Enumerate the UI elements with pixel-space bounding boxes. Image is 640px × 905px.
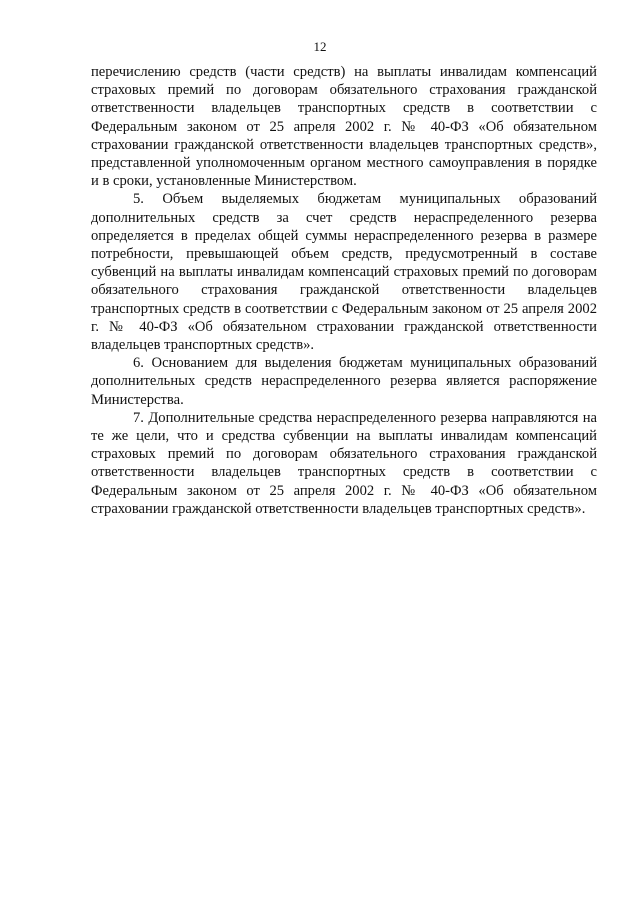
paragraph-5: 5. Объем выделяемых бюджетам муниципальных образований дополнительных средств за счет средств нераспределенного резерва определяется в пределах общей суммы нераспределенного резерва в размере потребности, превышающей объем средств, предусмотренный в составе субвенций на выплаты инвалидам компенсаций страховых премий по договорам обязательного страхования гражданской ответственности владельцев транспортных средств в соответствии с Федеральным законом от 25 апреля 2002 г. № 40-ФЗ «Об обязательном страховании гражданской ответственности владельцев транспортных средств». xyxy=(91,191,597,354)
paragraph-continuation: перечислению средств (части средств) на выплаты инвалидам компенсаций страховых премий по договорам обязательного страхования гражданской ответственности владельцев транспортных средств в соответствии с Федеральным законом от 25 апреля 2002 г. № 40-ФЗ «Об обязательном страховании гражданской ответственности владельцев транспортных средств», представленной уполномоченным органом местного самоуправления в порядке и в сроки, установленные Министерством. xyxy=(91,64,597,190)
paragraph-7: 7. Дополнительные средства нераспределенного резерва направляются на те же цели, что и средства субвенции на выплаты инвалидам компенсаций страховых премий по договорам обязательного страхования гражданской ответственности владельцев транспортных средств в соответствии с Федеральным законом от 25 апреля 2002 г. № 40-ФЗ «Об обязательном страховании гражданской ответственности владельцев транспортных средств». xyxy=(91,409,597,517)
document-body xyxy=(91,63,597,518)
paragraph-6: 6. Основанием для выделения бюджетам муниципальных образований дополнительных средств нераспределенного резерва является распоряжение Министерства. xyxy=(91,355,597,408)
page-number: 12 xyxy=(313,39,327,54)
